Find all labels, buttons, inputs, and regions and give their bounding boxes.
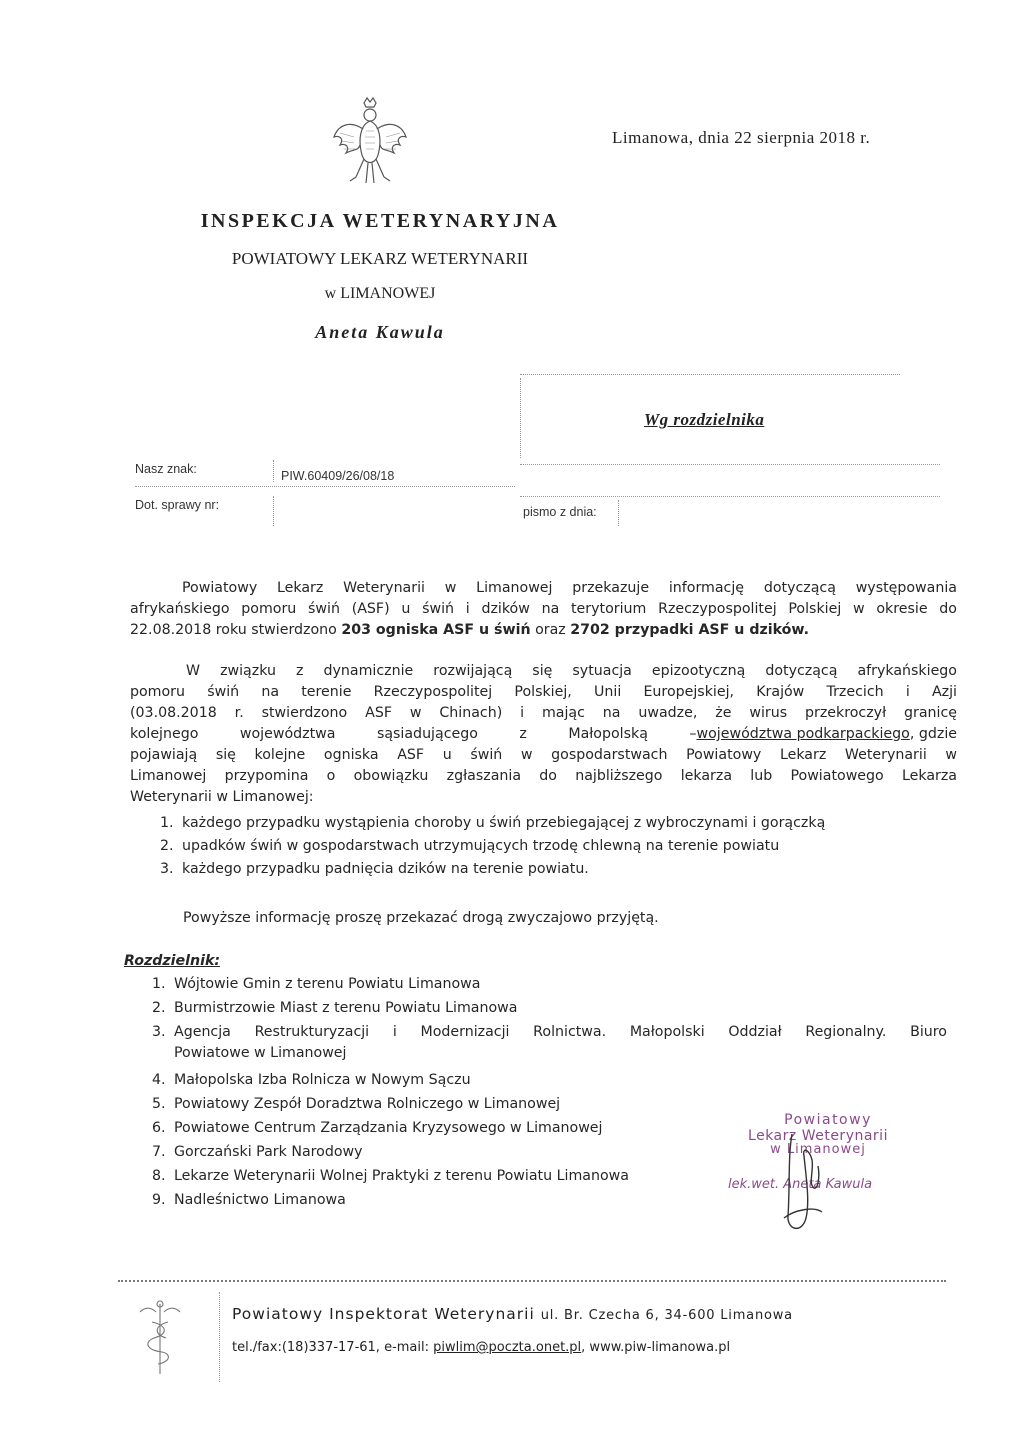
body-p1-line2: afrykańskiego pomoru świń (ASF) u świń i dzików na terytorium Rzeczypospolitej Polskiej w okresie do [130, 601, 957, 617]
recipient: Wg rozdzielnika [644, 410, 765, 429]
body-p2-line2: pomoru świń na terenie Rzeczypospolitej Polskiej, Unii Europejskiej, Krajów Trzecich i Azji [130, 684, 957, 700]
list-item: 3. Agencja Restrukturyzacji i Modernizacji Rolnictwa. Małopolski Oddział Regionalny. Biuro [152, 1024, 947, 1040]
list-item: 2. upadków świń w gospodarstwach utrzymujących trzodę chlewną na terenie powiatu [160, 838, 780, 854]
email-link[interactable]: piwlim@poczta.onet.pl [433, 1340, 582, 1355]
body-p2-line6: Limanowej przypomina o obowiązku zgłaszania do najbliższego lekarza lub Powiatowego Lekarza [130, 768, 957, 784]
ref-rule-1 [135, 486, 515, 487]
signature-icon [762, 1126, 842, 1236]
footer-org-line: Powiatowy Inspektorat Weterynarii ul. Br. Czecha 6, 34-600 Limanowa [232, 1305, 793, 1323]
list-item: 5. Powiatowy Zespół Doradztwa Rolniczego w Limanowej [152, 1096, 561, 1112]
body-p1-line1: Powiatowy Lekarz Weterynarii w Limanowej przekazuje informację dotyczącą występowania [182, 580, 957, 596]
list-item: 4. Małopolska Izba Rolnicza w Nowym Sączu [152, 1072, 471, 1088]
recipient-box-bottom [520, 464, 940, 465]
our-sign-value: PIW.60409/26/08/18 [281, 469, 395, 483]
office-title: POWIATOWY LEKARZ WETERYNARII [231, 249, 529, 268]
official-stamp [728, 1112, 908, 1222]
office-location: w LIMANOWEJ [324, 285, 436, 302]
stamp-line1: Powiatowy [784, 1112, 872, 1128]
body-p2-line4: kolejnego województwa sąsiadującego z Małopolską – województwa podkarpackiego , gdzie [130, 726, 957, 742]
body-p2-line3: (03.08.2018 r. stwierdzono ASF w Chinach) i mając na uwadze, że wirus przekroczył granicę [130, 705, 957, 721]
ref-divider-3 [618, 500, 619, 526]
officer-name: Aneta Kawula [315, 322, 445, 342]
list-item: 3. każdego przypadku padnięcia dzików na terenie powiatu. [160, 861, 589, 877]
body-p1-line3: 22.08.2018 roku stwierdzono 203 ogniska ASF u świń oraz 2702 przypadki ASF u dzików. [130, 622, 809, 638]
list-item: 9. Nadleśnictwo Limanowa [152, 1192, 346, 1208]
list-item: 8. Lekarze Weterynarii Wolnej Praktyki z terenu Powiatu Limanowa [152, 1168, 629, 1184]
footer-contact-line: tel./fax:(18)337-17-61, e-mail: piwlim@poczta.onet.pl, www.piw-limanowa.pl [232, 1340, 731, 1355]
footer-separator [118, 1280, 946, 1282]
eagle-emblem-icon [330, 95, 410, 193]
list-item: 1. każdego przypadku wystąpienia choroby u świń przebiegającej z wybroczynami i gorączką [160, 815, 826, 831]
distribution-title: Rozdzielnik: [124, 953, 221, 969]
ref-divider-1 [273, 460, 274, 482]
list-item: 6. Powiatowe Centrum Zarządzania Kryzysowego w Limanowej [152, 1120, 603, 1136]
list-item: 2. Burmistrzowie Miast z terenu Powiatu Limanowa [152, 1000, 518, 1016]
date-line: Limanowa, dnia 22 sierpnia 2018 r. [612, 128, 871, 147]
stamp-line4: lek.wet. Aneta Kawula [728, 1177, 873, 1192]
ref-divider-2 [273, 496, 274, 526]
stamp-line2: Lekarz Weterynarii [748, 1128, 888, 1144]
recipient-box-top [520, 374, 900, 375]
recipient-box-left [520, 378, 521, 458]
institution-title: INSPEKCJA WETERYNARYJNA [200, 210, 560, 232]
footer-divider [219, 1292, 220, 1382]
closing-sentence: Powyższe informację proszę przekazać drogą zwyczajowo przyjętą. [183, 910, 659, 926]
caduceus-logo-icon [132, 1298, 188, 1378]
body-p2-line5: pojawiają się kolejne ogniska ASF u świń w gospodarstwach Powiatowy Lekarz Weterynarii w [130, 747, 957, 763]
case-no-label: Dot. sprawy nr: [135, 498, 220, 512]
our-sign-label: Nasz znak: [135, 462, 197, 476]
list-item: 1. Wójtowie Gmin z terenu Powiatu Limanowa [152, 976, 481, 992]
body-p2-line7: Weterynarii w Limanowej: [130, 789, 314, 805]
stamp-line3: w Limanowej [770, 1142, 866, 1157]
body-p2-line1: W związku z dynamicznie rozwijającą się sytuacja epizootyczną dotyczącą afrykańskiego [186, 663, 957, 679]
letter-date-label: pismo z dnia: [523, 505, 597, 519]
ref-rule-2 [520, 496, 940, 497]
list-item-continuation: Powiatowe w Limanowej [174, 1045, 347, 1061]
list-item: 7. Gorczański Park Narodowy [152, 1144, 363, 1160]
